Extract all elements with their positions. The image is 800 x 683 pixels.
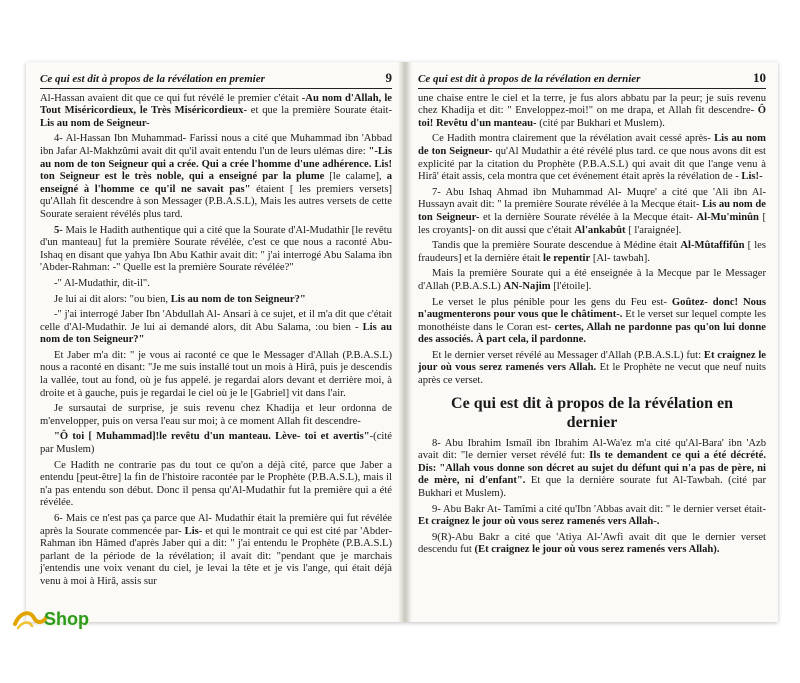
shop-logo[interactable] (12, 604, 89, 634)
paragraph: Et Jaber m'a dit: " je vous ai raconté ce que le Messager d'Allah (P.B.A.S.L) nous a raconté en disant: "Je me suis installé tout un mois à Hirâ, puis je descendis la vallée, tout au fond, où je fus appelé. je regardai alors devant et derrière moi, à droite et à gauche, puis je regardai le ciel où je le [Gabriel] vit dans l'air. (40, 349, 392, 399)
paragraph: Et le dernier verset révélé au Messager d'Allah (P.B.A.S.L) fut: Et craignez le jour où vous serez ramenés vers Allah. Et le Prophète ne vecut que neuf nuits après ce verset. (418, 349, 766, 387)
right-header-title: Ce qui est dit à propos de la révélation en dernier (418, 73, 641, 85)
paragraph: 6- Mais ce n'est pas ça parce que Al- Mudathir était la première qui fut révélée après la Sourate commencée par- Lis- et qui le montrait ce qui est cité par 'Abder-Rahman ibn Hâmed d'après Jaber qui a dit: " j'ai entendu le Prophète (P.B.A.S.L) parlant de la période de la révélation; il avait dit: "pendant que je marchais j'entendis une voix venant du ciel, je levai la tête et je vis l'ange, qui était déjà venu à moi à Hirâ, assis sur (40, 513, 392, 587)
left-page-number: 9 (385, 70, 392, 85)
right-page (406, 62, 778, 622)
paragraph: 7- Abu Ishaq Ahmad ibn Muhammad Al- Muqre' a cité que 'Ali ibn Al-Hussayn avait dit: " la première Sourate révélée à la Mecque était- Lis au nom de ton Seigneur- et la dernière Sourate révélée à la Mecque était- Al-Mu'minûn [ les croyants]- on dit aussi que c'était Al'ankabût [ l'araignée]. (418, 186, 767, 236)
paragraph: Al-Hassan avaient dit que ce qui fut révélé le premier c'était -Au nom d'Allah, le Tout Miséricordieux, le Très Miséricordieux- et que la première Sourate était- Lis au nom de Seigneur- (40, 92, 392, 129)
paragraph: Ce Hadith montra clairement que la révélation avait cessé après- Lis au nom de ton Seigneur- qu'Al Mudathir a été révélé plus tard. ce que nous avons dit est explicité par la citation du Prophète (P.B.A.S.L) qui avait dit que l'ange venu à Hirâ' était assis, cela montra que cet événement était après la révélation de - Lis!- (418, 133, 766, 183)
paragraph: -" Al-Mudathir, dit-il". (54, 277, 150, 289)
section-title: Ce qui est dit à propos de la révélation en dernier (451, 394, 733, 431)
right-page-number: 10 (753, 70, 766, 85)
paragraph: Je sursautai de surprise, je suis revenu chez Khadija et leur ordonna de m'envelopper, puis on versa l'eau sur moi; à ce moment Allah fit descendre- (40, 403, 392, 427)
left-header-title: Ce qui est dit à propos de la révélation en premier (40, 73, 265, 85)
paragraph: "Ô toi [ Muhammad]!le revêtu d'un manteau. Lève- toi et avertis"-(cité par Muslem) (40, 431, 392, 456)
paragraph: Mais la première Sourate qui a été enseignée à la Mecque par le Messager d'Allah (P.B.A.S.L) AN-Najim [l'étoile]. (418, 268, 766, 292)
paragraph: Le verset le plus pénible pour les gens du Feu est- Goûtez- donc! Nous n'augmenterons pour vous que le châtiment-. Et le verset sur lequel compte les monothéiste dans le Coran est- certes, Allah ne pardonne pas qu'on lui donne des associés. À part cela, il pardonne. (418, 296, 767, 346)
paragraph: 5- Mais le Hadith authentique qui a cité que la Sourate d'Al-Mudathir [le revêtu d'un manteau] fut la première Sourate révélée, c'est ce que nous a raconté Abu-Ishaq en disant que yahya Ibn Abu Kathir avait dit: " j'ai interrogé Abu Salama ibn 'Abder-Rahman: -" Quelle est la première Sourate révélée?" (40, 224, 392, 274)
paragraph: -" j'ai interrogé Jaber Ibn 'Abdullah Al- Ansari à ce sujet, et il m'a dit que c'était celle d'Al-Mudathir. Je lui ai demandé alors, dit Abu Salama, :ou bien - Lis au nom de ton Seigneur?" (40, 309, 392, 346)
paragraph: 8- Abu Ibrahim Ismaîl ibn Ibrahim Al-Wa'ez m'a cité qu'Al-Bara' ibn 'Azb avait dit: "le dernier verset révélé fut: Ils te demandent ce qui a été décrété. Dis: "Allah vous donne son décret au sujet du défunt qui n'a pas de père, ni de mère, ni d'enfant". Et que la dernière sourate fut Al-Tawbah. (cité par Bukhari et Muslem). (418, 437, 766, 500)
paragraph: 9- Abu Bakr At- Tamîmi a cité qu'Ibn 'Abbas avait dit: " le dernier verset était- Et craignez le jour où vous serez ramenés vers Allah-. (418, 503, 766, 528)
right-running-head (418, 72, 766, 89)
paragraph: une chaise entre le ciel et la terre, je fus alors abbatu par la peur; je suis revenu chez Khadija et dit: " Enveloppez-moi!" on me drapa, et Allah fit descendre- Ô toi! Revêtu d'un manteau- (cité par Bukhari et Muslem). (418, 92, 766, 129)
paragraph: Tandis que la première Sourate descendue à Médine était Al-Mûtaffifûn [ les fraudeurs] et la dernière était le repentir [Al- tawbah]. (418, 240, 766, 264)
left-running-head (40, 72, 392, 89)
paragraph: 9(R)-Abu Bakr a cité que 'Atiya Al-'Awfi avait dit que le dernier verset descendu fut (Et craignez le jour où vous serez ramenés vers Allah). (418, 531, 766, 556)
paragraph: 4- Al-Hassan Ibn Muhammad- Farissi nous a cité que Muhammad ibn 'Abbad ibn Jafar Al-Makhzûmi avait dit qu'il avait entendu l'un de leurs ulémas dire: "-Lis au nom de ton Seigneur qui a crée. Qui a crée l'homme d'une adhérence. Lis! ton Seigneur est le très noble, qui a enseigné par la plume [le calame], a enseigné à l'homme ce qu'il ne savait pas" étaient [ les premiers versets] qu'Allah fit descendre à son Messager (P.B.A.S.L), Mais les autres versets de cette Sourate seraient révélés plus tard. (40, 133, 392, 220)
logo-text: Shop (44, 608, 89, 629)
left-page (26, 62, 404, 622)
paragraph: Je lui ai dit alors: "ou bien, Lis au nom de ton Seigneur?" (54, 293, 306, 305)
paragraph: Ce Hadith ne contrarie pas du tout ce qu'on a déjà cité, parce que Jaber a entendu [peut-être] la fin de l'histoire racontée par le Prophète (P.B.A.S.L), mais il n'a pas entendu son début. Donc il pensa qu'Al-Mudathir fut la première qui a été révélée. (40, 459, 392, 509)
book-spread (26, 62, 778, 622)
